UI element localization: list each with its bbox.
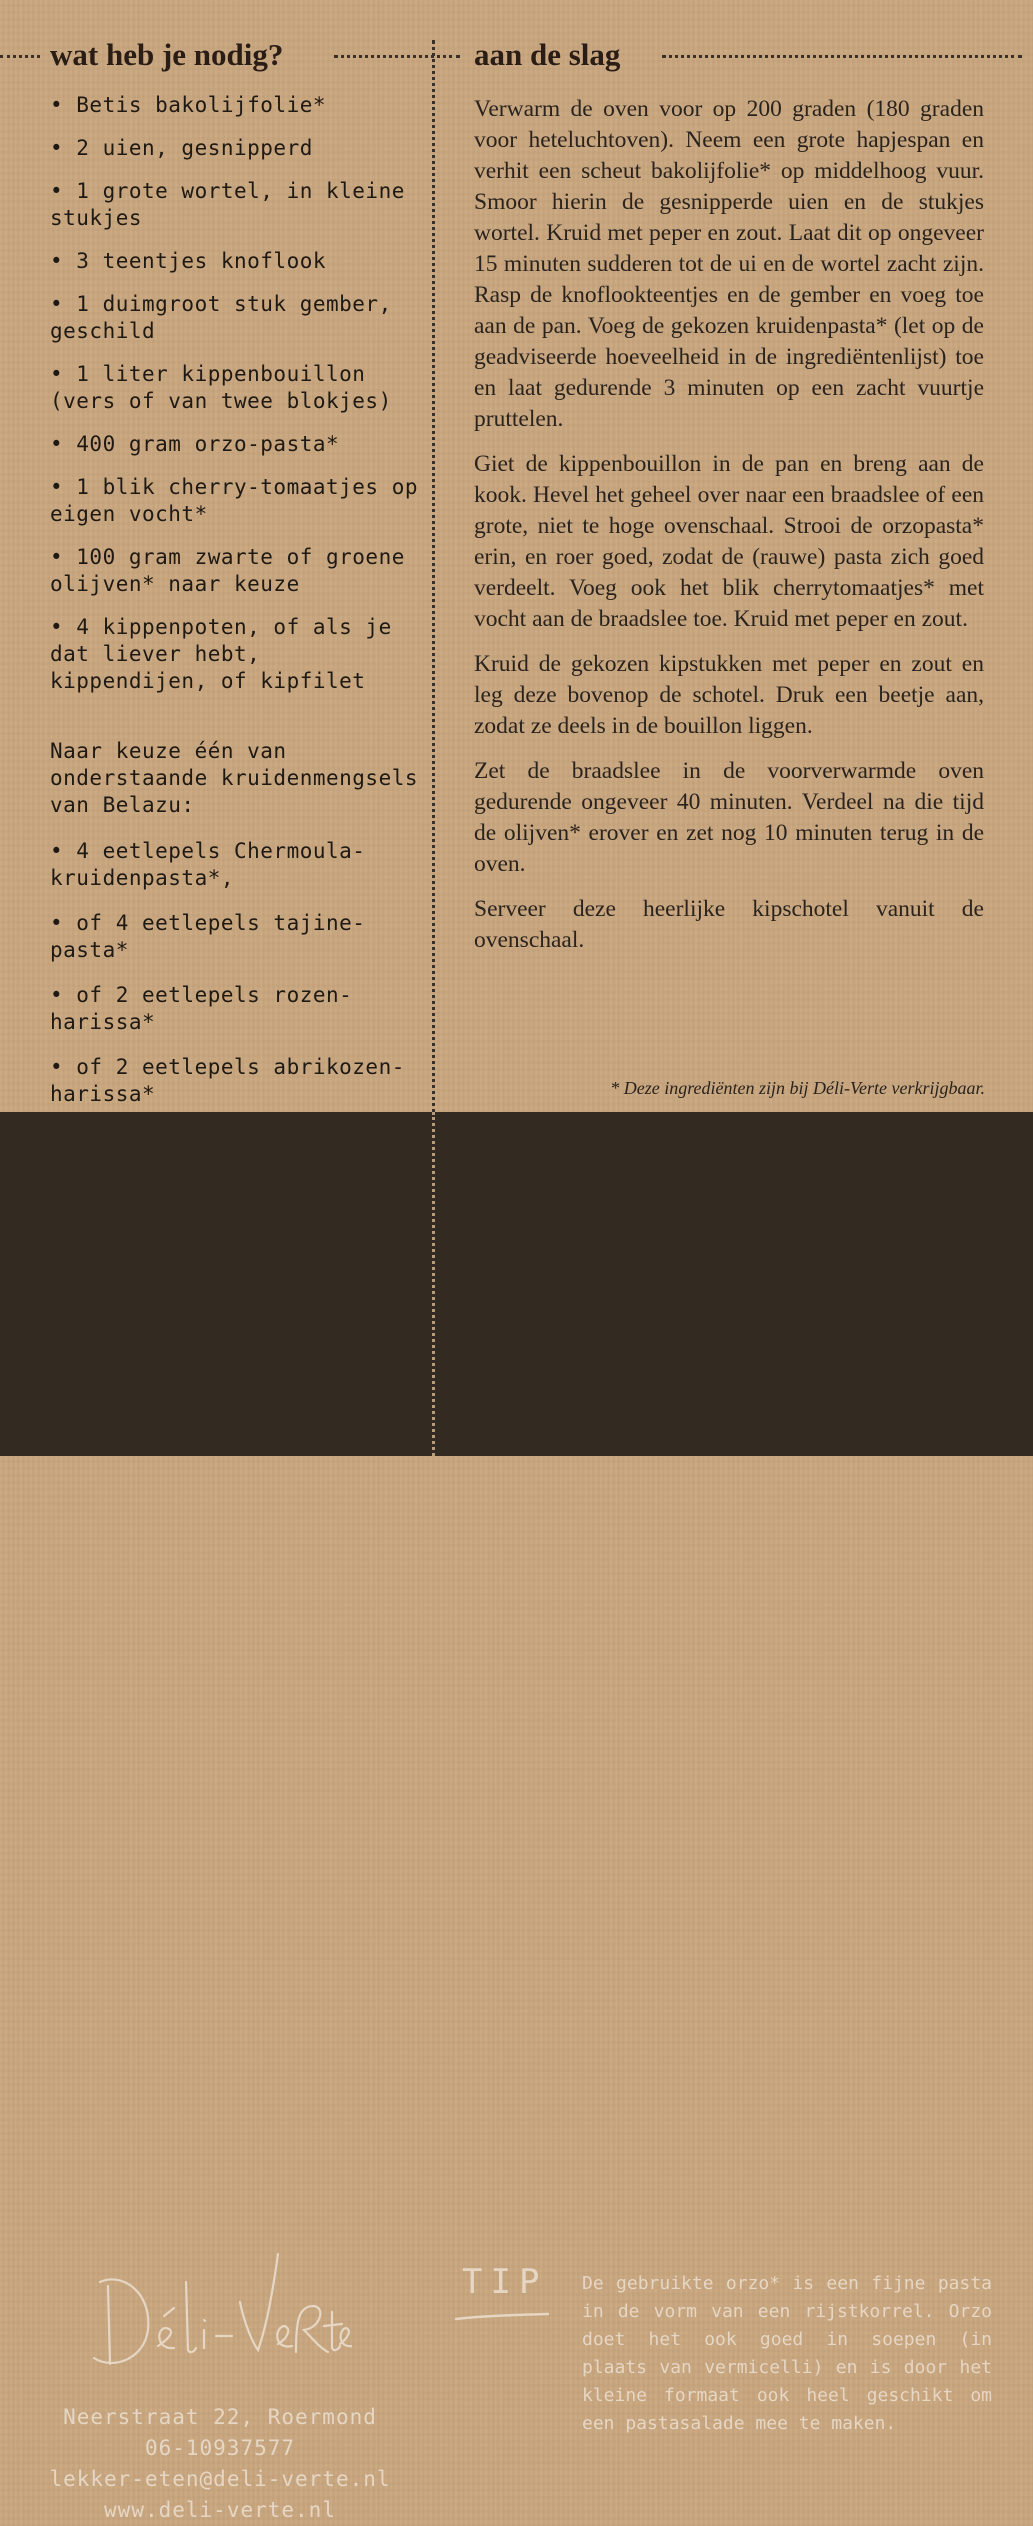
address: Neerstraat 22, Roermond bbox=[63, 2405, 377, 2429]
ingredient-item: • 2 uien, gesnipperd bbox=[50, 136, 313, 160]
tip-text: De gebruikte orzo* is een fijne pasta in de vorm van een rijstkorrel. Orzo doet het ook goed in soepen (in plaats van vermicelli) en is door het kleine formaat ook heel geschikt om een pastasalade mee te maken. bbox=[582, 2273, 992, 2434]
method-paragraph: Verwarm de oven voor op 200 graden (180 graden voor heteluchtoven). Neem een grote hapjespan en verhit een scheut bakolijfolie* op middelhoog vuur. Smoor hierin de gesnipperde uien en de stukjes wortel. Kruid met peper en zout. Laat dit op ongeveer 15 minuten sudderen tot de ui en de wortel zacht zijn. Rasp de knoflookteentjes en de gember en voeg toe aan de pan. Voeg de gekozen kruidenpasta* (let op de geadviseerde hoeveelheid in de ingrediëntenlijst) toe en laat gedurende 3 minuten op een zacht vuurtje pruttelen. bbox=[474, 96, 984, 432]
ingredient-item: • 400 gram orzo-pasta* bbox=[50, 432, 340, 456]
ingredient-item: • 4 kippenpoten, of als je dat liever hebt, kippendijen, of kipfilet bbox=[50, 615, 392, 693]
blend-intro: Naar keuze één van onderstaande kruidenmengsels van Belazu: bbox=[50, 739, 419, 817]
ingredient-item: • 100 gram zwarte of groene olijven* naar keuze bbox=[50, 545, 405, 596]
email-link[interactable]: lekker-eten@deli-verte.nl bbox=[49, 2467, 391, 2491]
tip-underline-icon bbox=[452, 2307, 552, 2327]
ingredients-list bbox=[50, 92, 420, 711]
ingredient-item: • 1 grote wortel, in kleine stukjes bbox=[50, 179, 405, 230]
method-paragraph: Zet de braadslee in de voorverwarmde oven gedurende ongeveer 40 minuten. Verdeel na die tijd de olijven* erover en zet nog 10 minuten terug in de oven. bbox=[474, 758, 984, 877]
column-divider-footer bbox=[432, 1112, 435, 1456]
method-heading: aan de slag bbox=[474, 37, 621, 72]
ingredient-item: • 3 teentjes knoflook bbox=[50, 249, 327, 273]
contact-block bbox=[30, 2402, 410, 2526]
tip-label: TIP bbox=[462, 2262, 548, 2302]
ingredient-item: • Betis bakolijfolie* bbox=[50, 93, 327, 117]
blend-item: • 4 eetlepels Chermoula-kruidenpasta*, bbox=[50, 839, 366, 890]
ingredient-item: • 1 blik cherry-tomaatjes op eigen vocht* bbox=[50, 475, 419, 526]
blend-item: • of 2 eetlepels abrikozen-harissa* bbox=[50, 1055, 405, 1106]
method-paragraph: Giet de kippenbouillon in de pan en breng aan de kook. Hevel het geheel over naar een braadslee of een grote, niet te hoge ovenschaal. Strooi de orzopasta* erin, en roer goed, zodat de (rauwe) pasta zich goed verdeelt. Voeg ook het blik cherrytomaatjes* met vocht aan de braadslee toe. Kruid met peper en zout. bbox=[474, 451, 984, 632]
blend-item: • of 4 eetlepels tajine-pasta* bbox=[50, 911, 366, 962]
method-paragraph: Serveer deze heerlijke kipschotel vanuit de ovenschaal. bbox=[474, 896, 984, 953]
recipe-page bbox=[0, 0, 1033, 1112]
footer-band bbox=[0, 1112, 1033, 2522]
method-paragraph: Kruid de gekozen kipstukken met peper en zout en leg deze bovenop de schotel. Druk een beetje aan, zodat ze deels in de bouillon liggen. bbox=[474, 651, 984, 739]
footnote: * Deze ingrediënten zijn bij Déli-Verte verkrijgbaar. bbox=[610, 1078, 985, 1098]
heading-dots-right bbox=[662, 55, 1022, 58]
method-steps bbox=[474, 94, 984, 970]
ingredient-item: • 1 duimgroot stuk gember, geschild bbox=[50, 292, 392, 343]
ingredients-heading: wat heb je nodig? bbox=[50, 37, 284, 72]
deli-verte-logo bbox=[82, 2242, 352, 2382]
heading-dots-left bbox=[0, 55, 40, 58]
website-link[interactable]: www.deli-verte.nl bbox=[104, 2498, 336, 2522]
ingredient-item: • 1 liter kippenbouillon (vers of van twee blokjes) bbox=[50, 362, 392, 413]
phone-number: 06-10937577 bbox=[144, 2436, 296, 2460]
blend-item: • of 2 eetlepels rozen-harissa* bbox=[50, 983, 353, 1034]
heading-dots-middle bbox=[334, 55, 460, 58]
blend-list bbox=[50, 838, 420, 1126]
